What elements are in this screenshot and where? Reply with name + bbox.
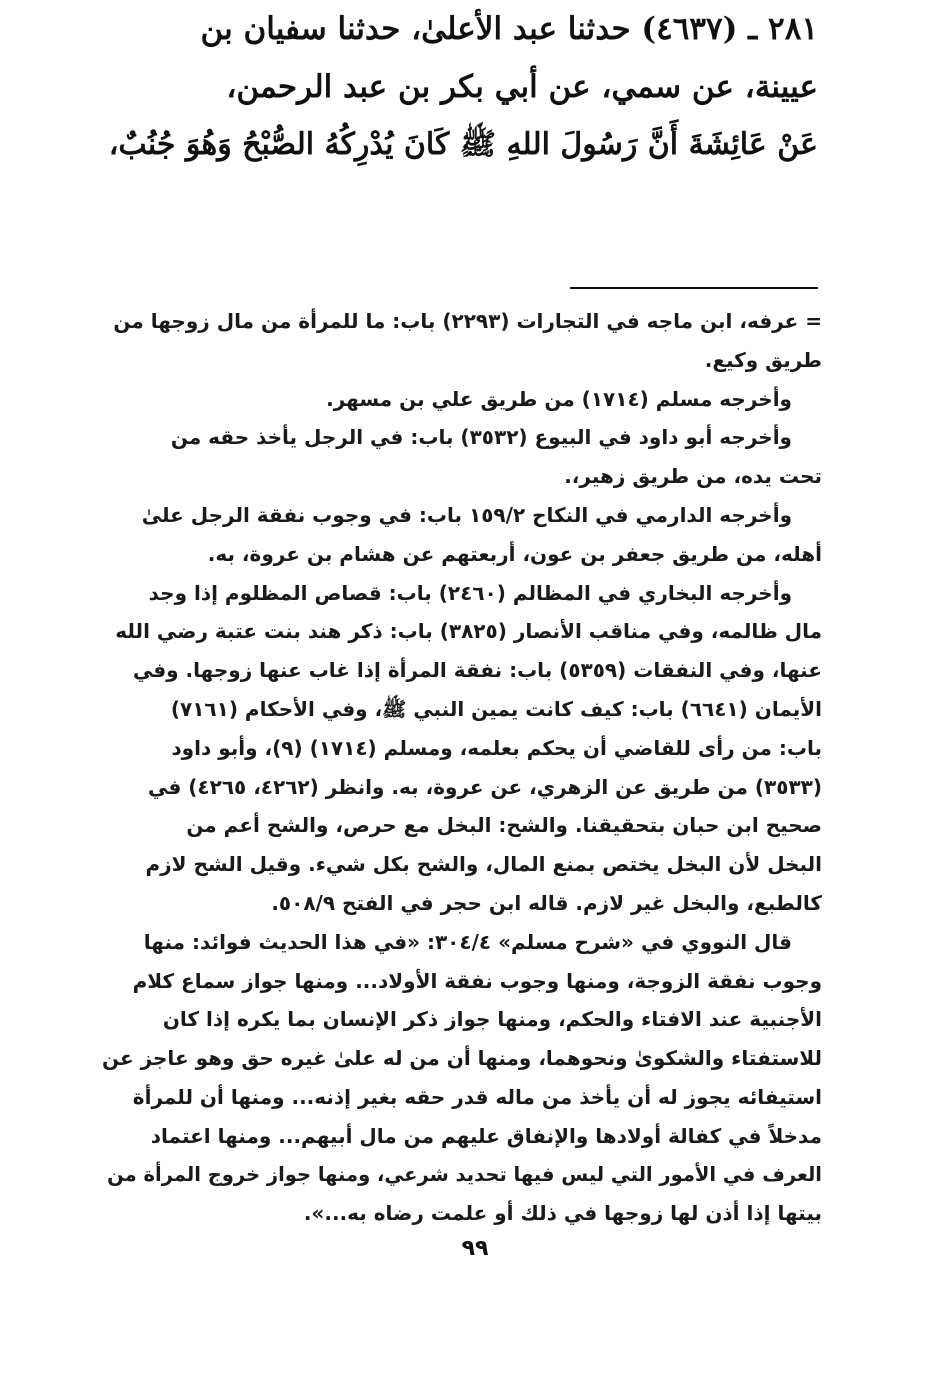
footnote-line: الأجنبية عند الافتاء والحكم، ومنها جواز ذكر الإنسان بما يكره إذا كان (162, 1007, 822, 1032)
footnote-line: وأخرجه مسلم (١٧١٤) من طريق علي بن مسهر. (326, 386, 792, 411)
footnote-line: استيفائه يجوز له أن يأخذ من ماله قدر حقه بغير إذنه... ومنها أن للمرأة (132, 1084, 822, 1109)
footnote-line: قال النووي في «شرح مسلم» ٣٠٤/٤: «في هذا الحديث فوائد: منها (143, 929, 792, 954)
footnote-separator (570, 287, 818, 289)
footnote-line: العرف في الأمور التي ليس فيها تحديد شرعي، ومنها جواز خروج المرأة من (107, 1162, 822, 1186)
footnote-line: للاستفتاء والشكوىٰ ونحوهما، ومنها أن من له علىٰ غيره حق وهو عاجز عن (101, 1046, 822, 1071)
footnote-line: طريق وكيع. (704, 347, 822, 372)
footnote-line: أهله، من طريق جعفر بن عون، أربعتهم عن هشام بن عروة، به. (207, 541, 822, 566)
footnote-line: وأخرجه الدارمي في النكاح ١٥٩/٢ باب: في وجوب نفقة الرجل علىٰ (141, 502, 792, 527)
footnote-line: وجوب نفقة الزوجة، ومنها وجوب نفقة الأولاد... ومنها جواز سماع كلام (132, 968, 822, 993)
hadith-line-1: ٢٨١ ـ (٤٦٣٧) حدثنا عبد الأعلىٰ، حدثنا سفيان بن (200, 11, 818, 47)
footnote-line: تحت يده، من طريق زهير،. (564, 464, 822, 489)
footnote-line: صحيح ابن حبان بتحقيقنا. والشح: البخل مع حرص، والشح أعم من (186, 813, 822, 838)
footnote-line: وأخرجه أبو داود في البيوع (٣٥٣٢) باب: في الرجل يأخذ حقه من (170, 425, 792, 450)
footnotes (96, 302, 822, 1233)
footnote-line: البخل لأن البخل يختص بمنع المال، والشح بكل شيء. وقيل الشح لازم (145, 852, 822, 877)
hadith-line-3: عَنْ عَائِشَةَ أَنَّ رَسُولَ اللهِ ﷺ كَانَ يُدْرِكُهُ الصُّبْحُ وَهُوَ جُنُبٌ، (108, 127, 818, 162)
hadith-text (100, 0, 818, 174)
page-number: ٩٩ (461, 1236, 489, 1261)
footnote-line: الأيمان (٦٦٤١) باب: كيف كانت يمين النبي ﷺ، وفي الأحكام (٧١٦١) (170, 696, 822, 721)
footnote-line: مدخلاً في كفالة أولادها والإنفاق عليهم من مال أبيهم... ومنها اعتماد (150, 1123, 822, 1148)
footnote-line: عنها، وفي النفقات (٥٣٥٩) باب: نفقة المرأة إذا غاب عنها زوجها. وفي (132, 658, 822, 683)
hadith-line-2: عيينة، عن سمي، عن أبي بكر بن عبد الرحمن، (226, 69, 818, 105)
footnote-line: كالطبع، والبخل غير لازم. قاله ابن حجر في الفتح ٥٠٨/٩. (271, 890, 822, 915)
footnote-line: بيتها إذا أذن لها زوجها في ذلك أو علمت رضاه به...». (303, 1201, 822, 1226)
footnote-line: وأخرجه البخاري في المظالم (٢٤٦٠) باب: قصاص المظلوم إذا وجد (148, 580, 792, 605)
footnote-line: (٣٥٣٣) من طريق عن الزهري، عن عروة، به. وانظر (٤٢٦٢، ٤٢٦٥) في (147, 774, 822, 799)
footnote-line: باب: من رأى للقاضي أن يحكم بعلمه، ومسلم (١٧١٤) (٩)، وأبو داود (171, 735, 822, 760)
footnote-line: = عرفه، ابن ماجه في التجارات (٢٢٩٣) باب: ما للمرأة من مال زوجها من (113, 309, 822, 333)
footnote-line: مال ظالمه، وفي مناقب الأنصار (٣٨٢٥) باب: ذكر هند بنت عتبة رضي الله (115, 619, 822, 644)
